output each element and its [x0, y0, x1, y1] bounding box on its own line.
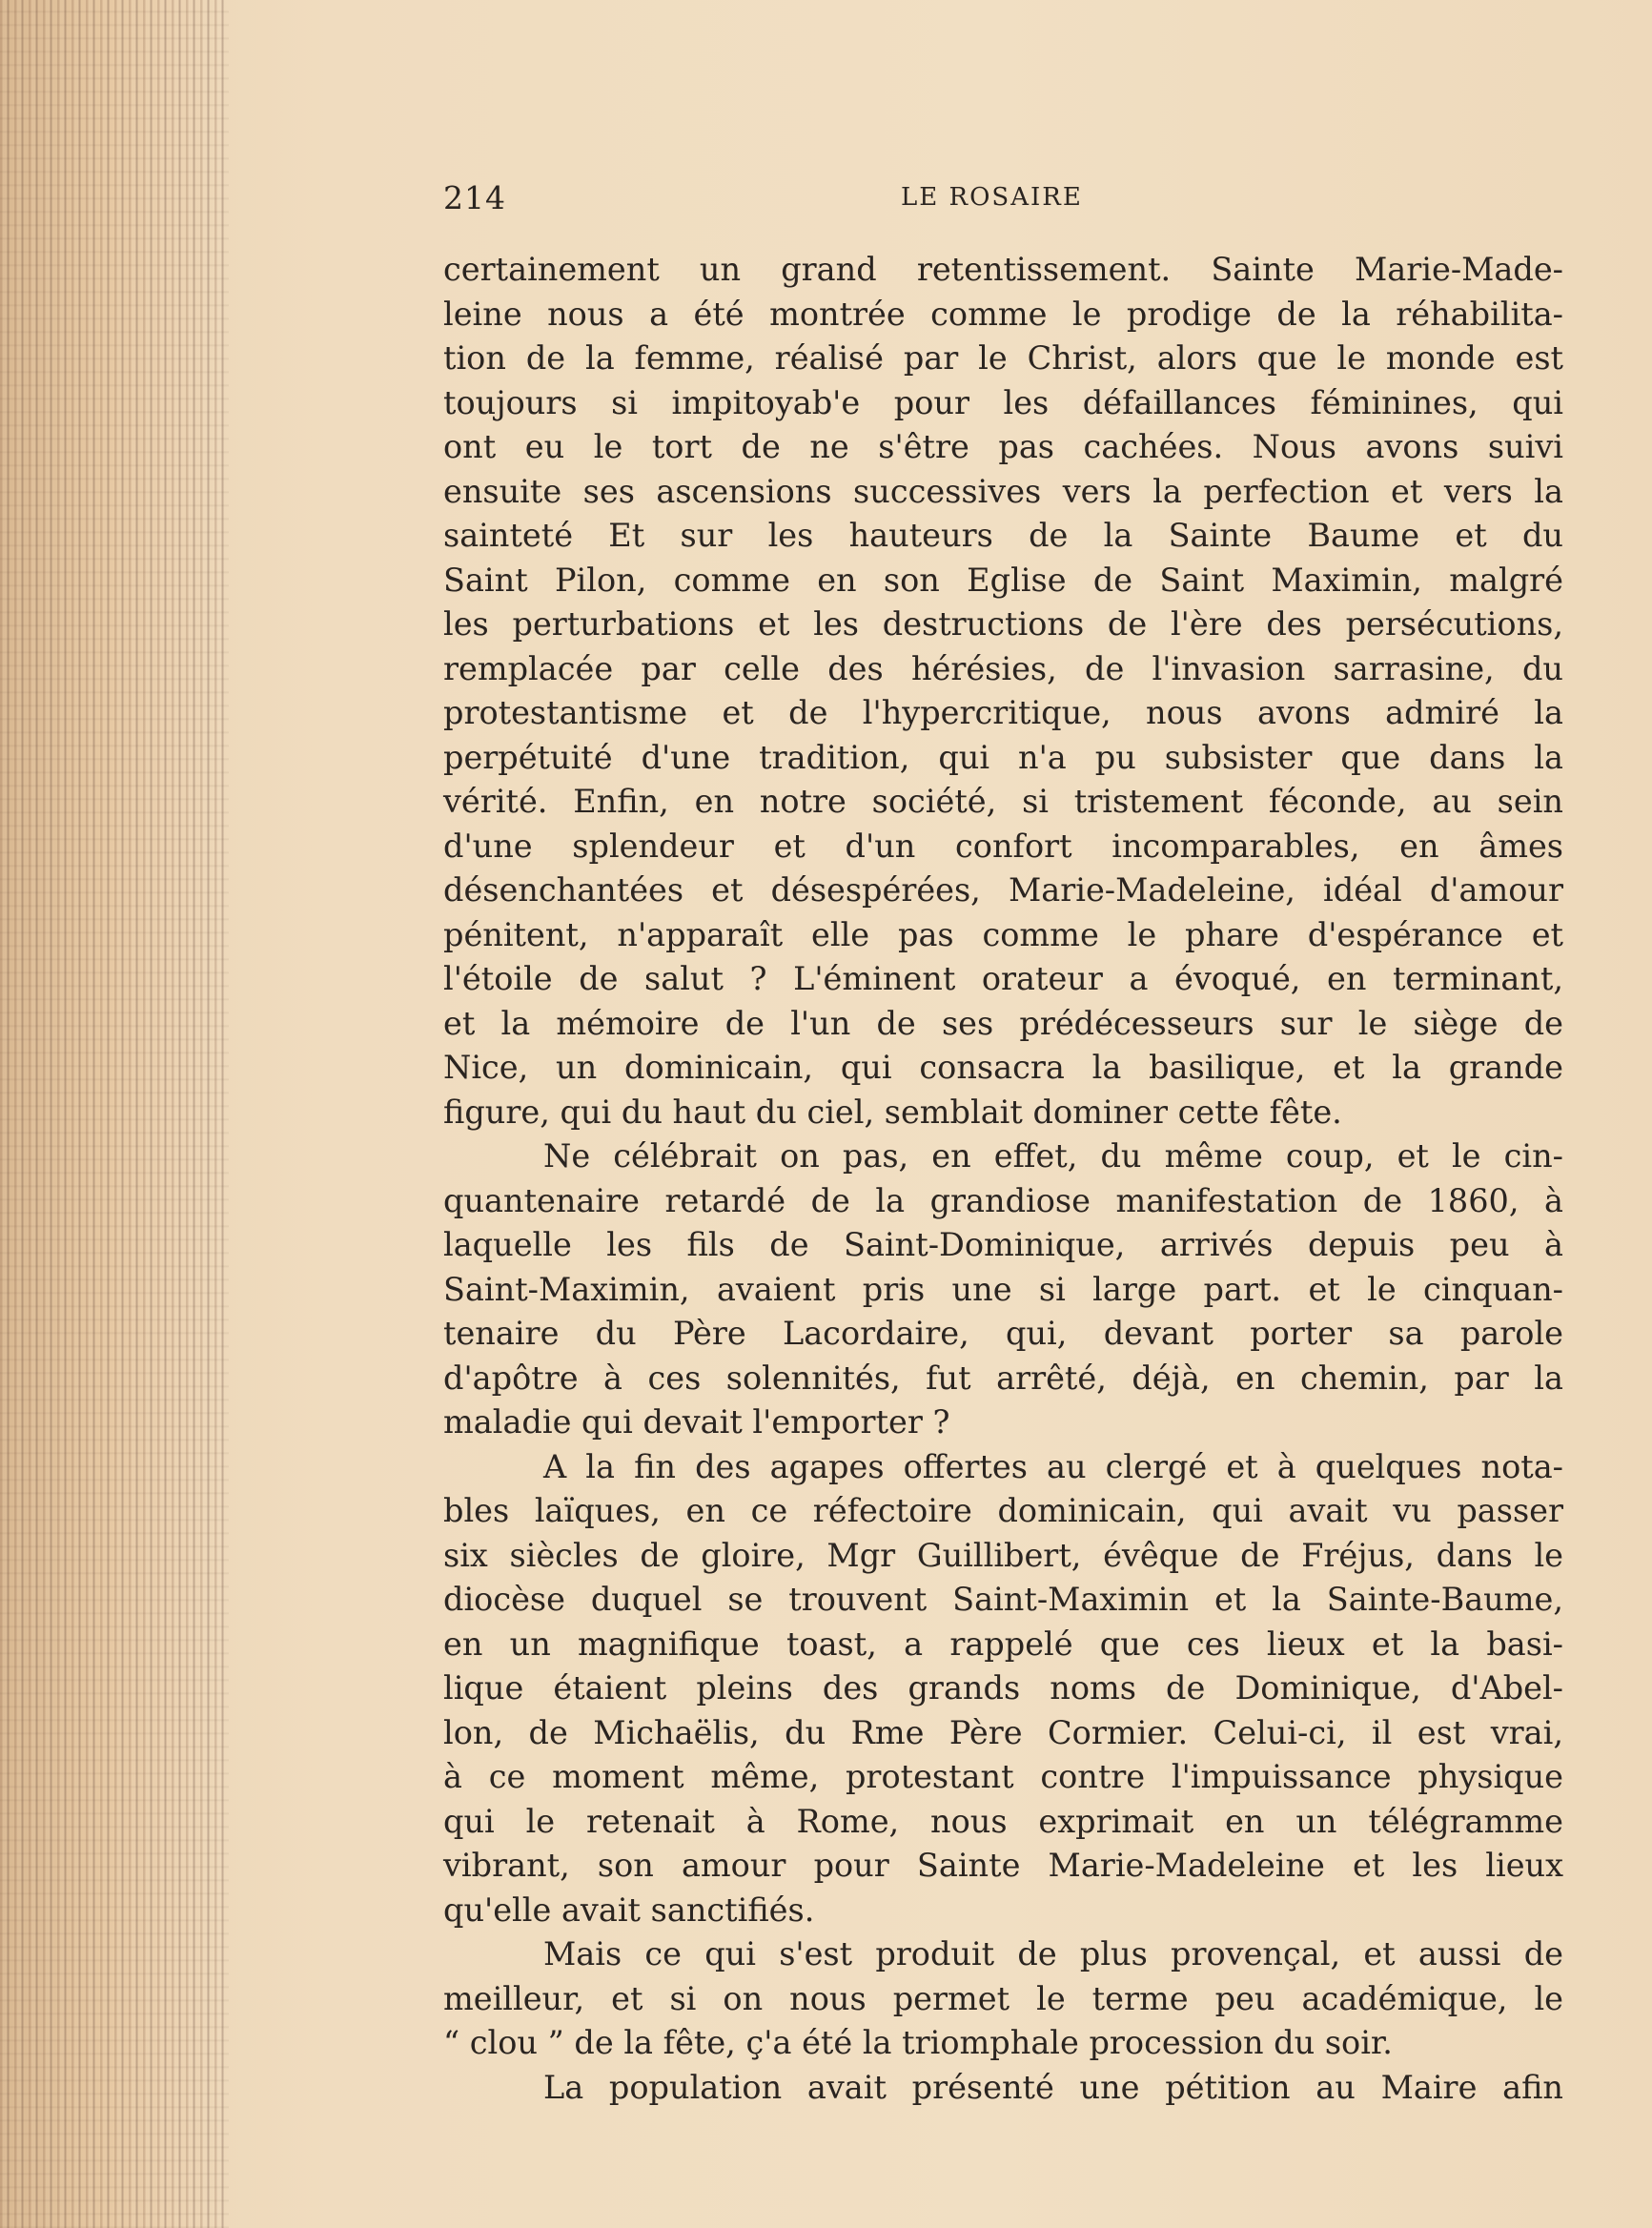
text-line: tenaire du Père Lacordaire, qui, devant porter sa parole	[443, 1315, 1563, 1352]
text-line: six siècles de gloire, Mgr Guillibert, évêque de Fréjus, dans le	[443, 1536, 1563, 1574]
text-line: vibrant, son amour pour Sainte Marie-Madeleine et les lieux	[443, 1847, 1563, 1884]
text-line: certainement un grand retentissement. Sainte Marie-Made-	[443, 251, 1563, 288]
text-line: Saint Pilon, comme en son Eglise de Saint Maximin, malgré	[443, 561, 1563, 599]
text-line: “ clou ” de la fête, ç'a été la triomphale procession du soir.	[443, 2024, 1393, 2061]
text-line: et la mémoire de l'un de ses prédécesseurs sur le siège de	[443, 1004, 1563, 1042]
text-line: d'une splendeur et d'un confort incomparables, en âmes	[443, 827, 1563, 865]
text-line: à ce moment même, protestant contre l'impuissance physique	[443, 1758, 1563, 1795]
text-line: perpétuité d'une tradition, qui n'a pu subsister que dans la	[443, 738, 1563, 776]
text-line: La population avait présenté une pétition au Maire afin	[543, 2068, 1563, 2106]
text-line: sainteté Et sur les hauteurs de la Sainte Baume et du	[443, 517, 1563, 554]
text-line: toujours si impitoyab'e pour les défaillances féminines, qui	[443, 383, 1563, 421]
text-line: protestantisme et de l'hypercritique, nous avons admiré la	[443, 694, 1563, 731]
text-line: quantenaire retardé de la grandiose manifestation de 1860, à	[443, 1181, 1563, 1219]
text-line: remplacée par celle des hérésies, de l'invasion sarrasine, du	[443, 649, 1563, 687]
text-line: tion de la femme, réalisé par le Christ, alors que le monde est	[443, 339, 1563, 377]
text-line: désenchantées et désespérées, Marie-Madeleine, idéal d'amour	[443, 871, 1563, 909]
text-line: qu'elle avait sanctifiés.	[443, 1891, 815, 1929]
text-line: Nice, un dominicain, qui consacra la basilique, et la grande	[443, 1049, 1563, 1086]
page-binding-edge	[0, 0, 229, 2228]
text-line: vérité. Enfin, en notre société, si tristement féconde, au sein	[443, 783, 1563, 820]
text-line: ont eu le tort de ne s'être pas cachées. Nous avons suivi	[443, 428, 1563, 465]
running-title: LE ROSAIRE	[901, 183, 1083, 212]
page-header	[443, 179, 1563, 227]
text-line: meilleur, et si on nous permet le terme peu académique, le	[443, 1979, 1563, 2017]
page-number: 214	[443, 179, 506, 216]
text-line: leine nous a été montrée comme le prodige de la réhabilita-	[443, 295, 1563, 333]
text-line: figure, qui du haut du ciel, semblait dominer cette fête.	[443, 1093, 1342, 1131]
text-line: lon, de Michaëlis, du Rme Père Cormier. Celui-ci, il est vrai,	[443, 1713, 1563, 1751]
text-line: diocèse duquel se trouvent Saint-Maximin et la Sainte-Baume,	[443, 1581, 1563, 1618]
text-line: A la fin des agapes offertes au clergé et à quelques nota-	[543, 1447, 1563, 1485]
text-line: Mais ce qui s'est produit de plus provençal, et aussi de	[543, 1935, 1563, 1972]
text-line: les perturbations et les destructions de l'ère des persécutions,	[443, 605, 1563, 643]
text-line: en un magnifique toast, a rappelé que ces lieux et la basi-	[443, 1625, 1563, 1663]
text-line: d'apôtre à ces solennités, fut arrêté, déjà, en chemin, par la	[443, 1359, 1563, 1397]
text-line: bles laïques, en ce réfectoire dominicain, qui avait vu passer	[443, 1492, 1563, 1529]
body-text	[443, 248, 1563, 2110]
text-line: qui le retenait à Rome, nous exprimait en un télégramme	[443, 1802, 1563, 1840]
text-line: lique étaient pleins des grands noms de Dominique, d'Abel-	[443, 1669, 1563, 1707]
text-line: Ne célébrait on pas, en effet, du même coup, et le cin-	[543, 1137, 1563, 1175]
text-line: ensuite ses ascensions successives vers la perfection et vers la	[443, 472, 1563, 510]
text-line: pénitent, n'apparaît elle pas comme le phare d'espérance et	[443, 915, 1563, 953]
text-line: laquelle les fils de Saint-Dominique, arrivés depuis peu à	[443, 1226, 1563, 1263]
text-line: Saint-Maximin, avaient pris une si large part. et le cinquan-	[443, 1270, 1563, 1308]
text-line: l'étoile de salut ? L'éminent orateur a évoqué, en terminant,	[443, 960, 1563, 997]
text-line: maladie qui devait l'emporter ?	[443, 1403, 950, 1441]
